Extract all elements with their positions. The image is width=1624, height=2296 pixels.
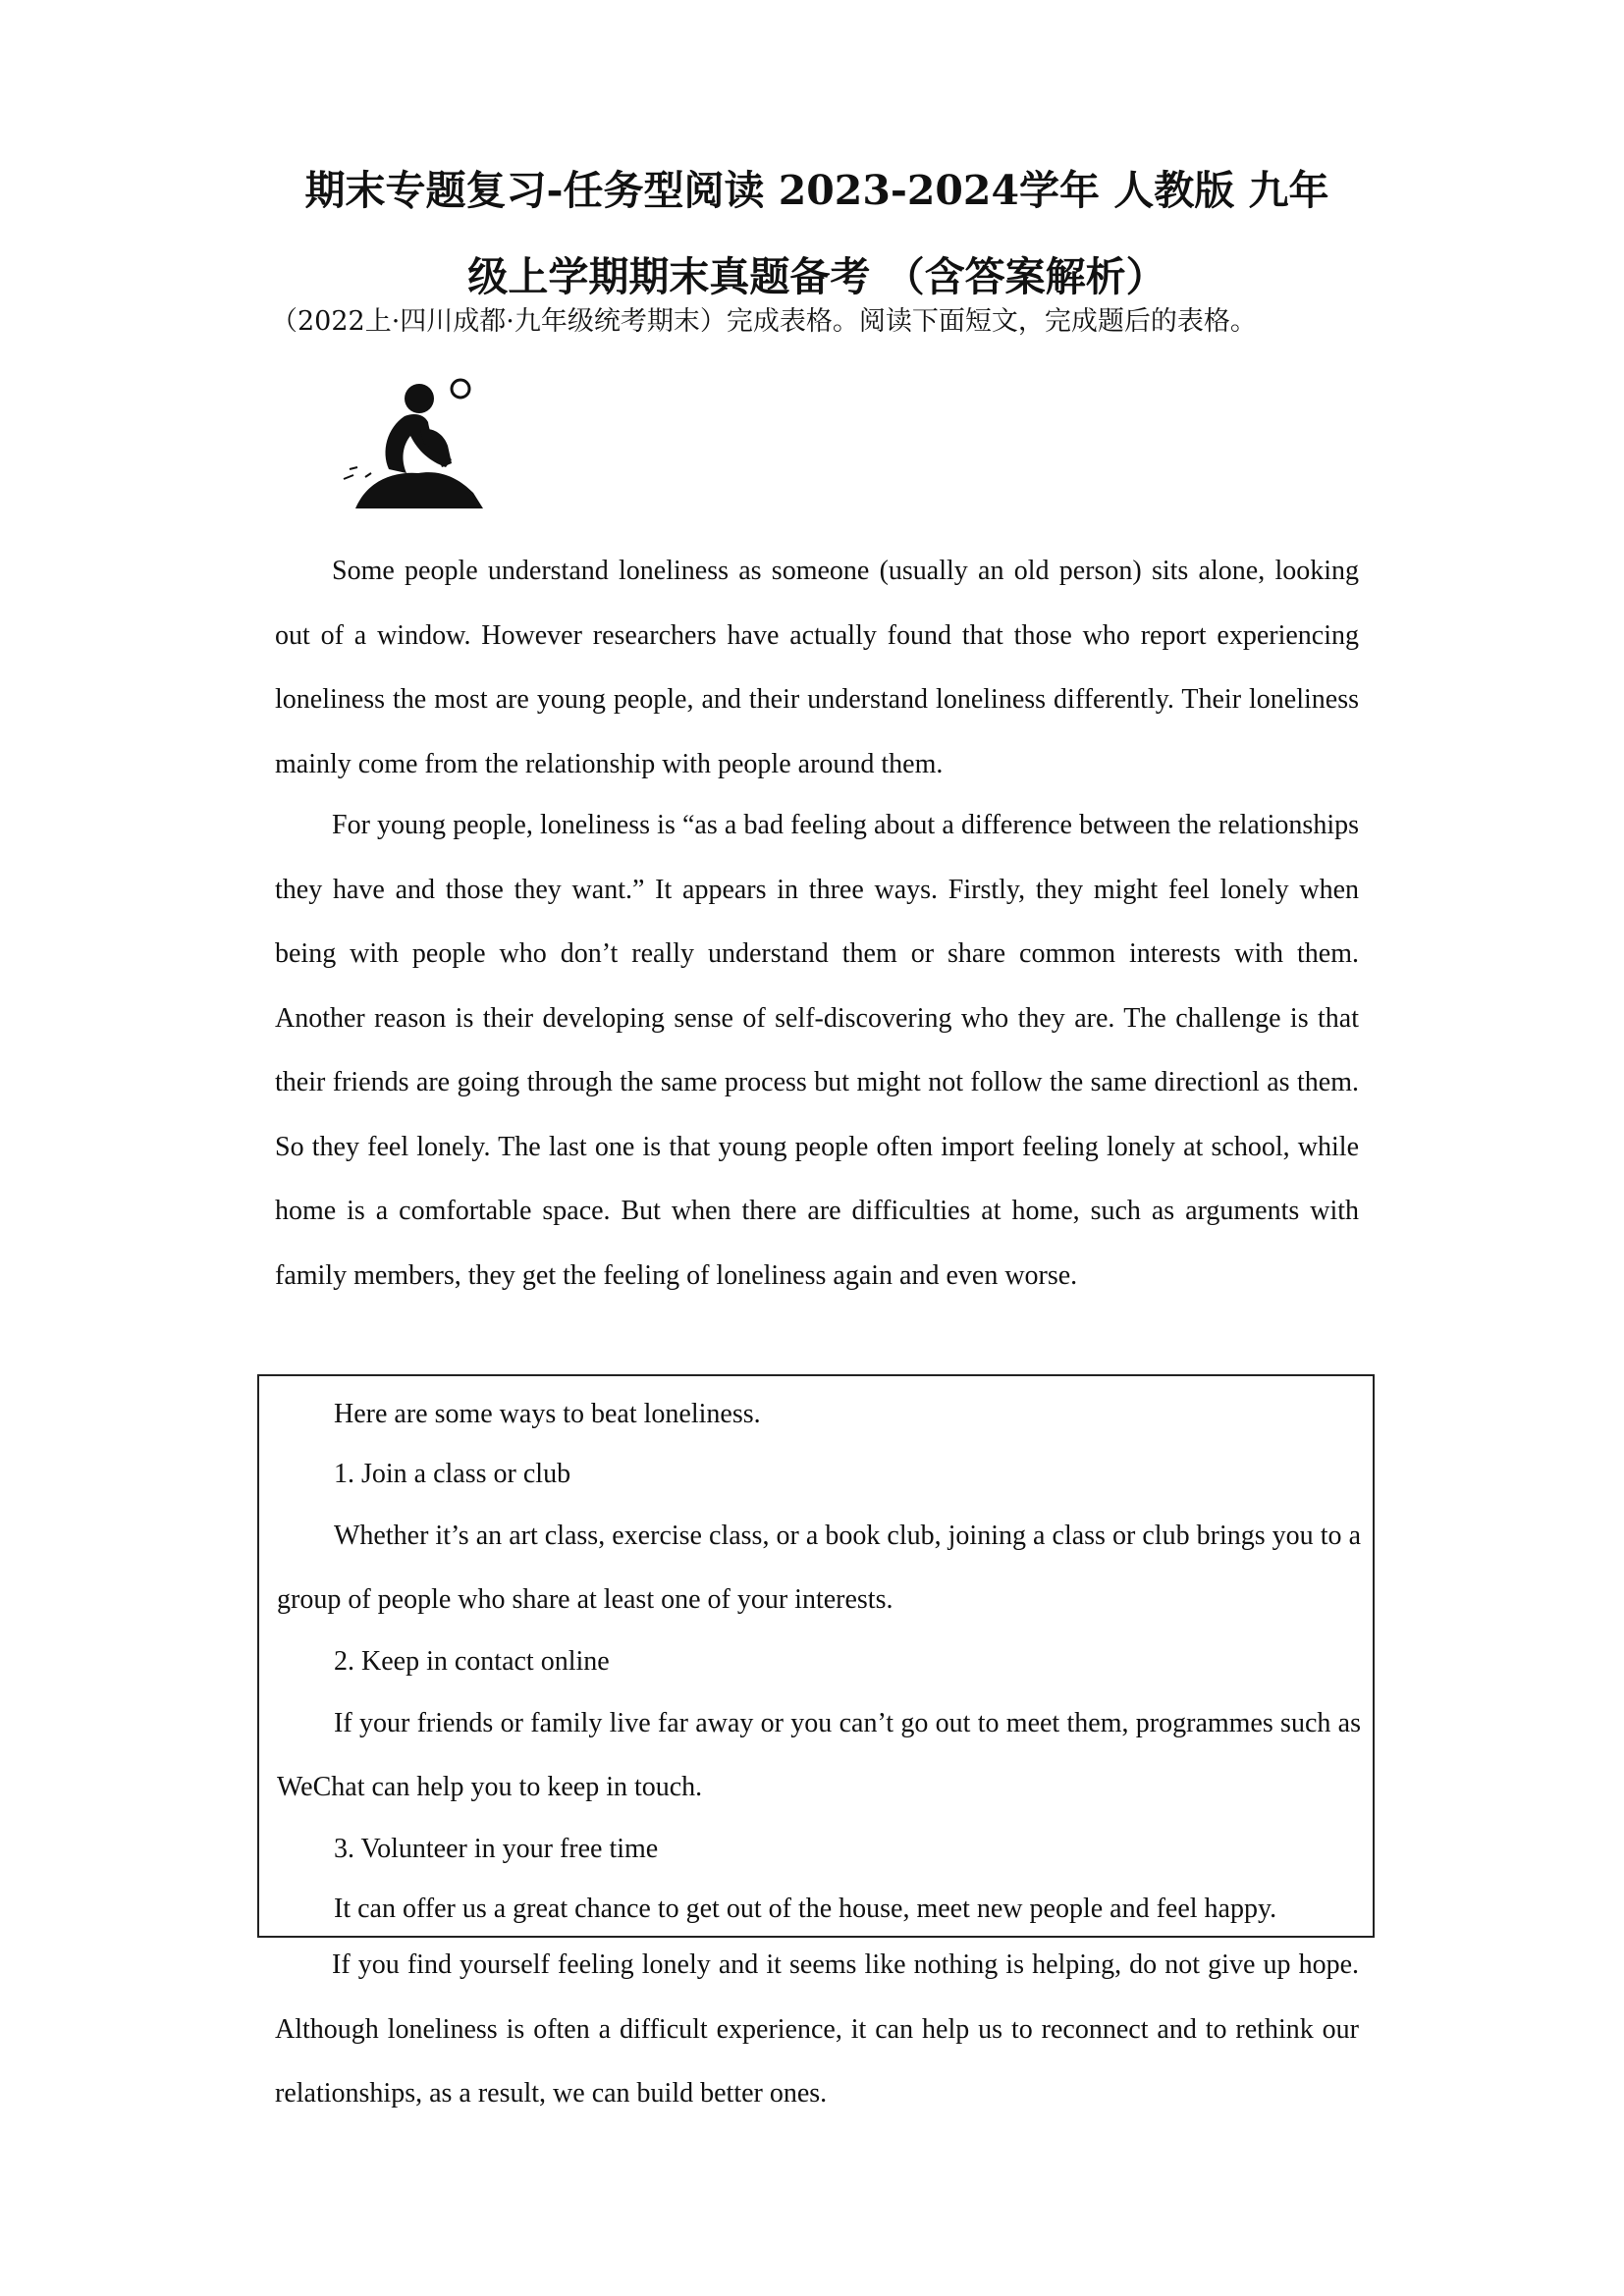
paragraph-1: Some people understand loneliness as someone (usually an old person) sits alone, looking out of a window. However researchers have actually found that those who report experiencing loneliness the most are young people, and their understand loneliness differently. Their loneliness mainly come from the relationship with people around them.: [275, 556, 1359, 779]
document-title-line-2: 级上学期期末真题备考 （含答案解析）: [467, 253, 1166, 300]
tip-body-1: Whether it’s an art class, exercise class, or a book club, joining a class or club brings you to a group of people who share at least one of your interests.: [277, 1521, 1361, 1615]
tip-heading-3: 3. Volunteer in your free time: [334, 1834, 659, 1864]
paragraph-2: For young people, loneliness is “as a bad feeling about a difference between the relationships they have and those they want.” It appears in three ways. Firstly, they might feel lonely when being with people who don’t really understand them or share common interests with them. Another reason is their developing sense of self-discovering who they are. The challenge is that their friends are going through the same process but might not follow the same directionl as them. So they feel lonely. The last one is that young people often import feeling lonely at school, while home is a comfortable space. But when there are difficulties at home, such as arguments with family members, they get the feeling of loneliness again and even worse.: [275, 810, 1359, 1291]
document-title: [275, 147, 1359, 320]
paragraph-3: If you find yourself feeling lonely and it seems like nothing is helping, do not give up hope. Although loneliness is often a difficult experience, it can help us to reconnect and to rethink our relationships, as a result, we can build better ones.: [275, 1949, 1359, 2109]
tips-box: [257, 1374, 1375, 1938]
lonely-person-sitting-icon: [336, 371, 493, 518]
tip-heading-2: 2. Keep in contact online: [334, 1646, 610, 1677]
tips-intro: Here are some ways to beat loneliness.: [334, 1399, 761, 1429]
tip-heading-1: 1. Join a class or club: [334, 1459, 571, 1489]
document-title-line-1: 期末专题复习-任务型阅读 2023-2024学年 人教版 九年: [304, 167, 1329, 214]
tip-body-3: It can offer us a great chance to get out of the house, meet new people and feel happy.: [334, 1894, 1277, 1924]
question-source-line: （2022上·四川成都·九年级统考期末）完成表格。阅读下面短文，完成题后的表格。: [271, 306, 1257, 337]
tip-body-2: If your friends or family live far away or you can’t go out to meet them, programmes such as WeChat can help you to keep in touch.: [277, 1708, 1361, 1802]
